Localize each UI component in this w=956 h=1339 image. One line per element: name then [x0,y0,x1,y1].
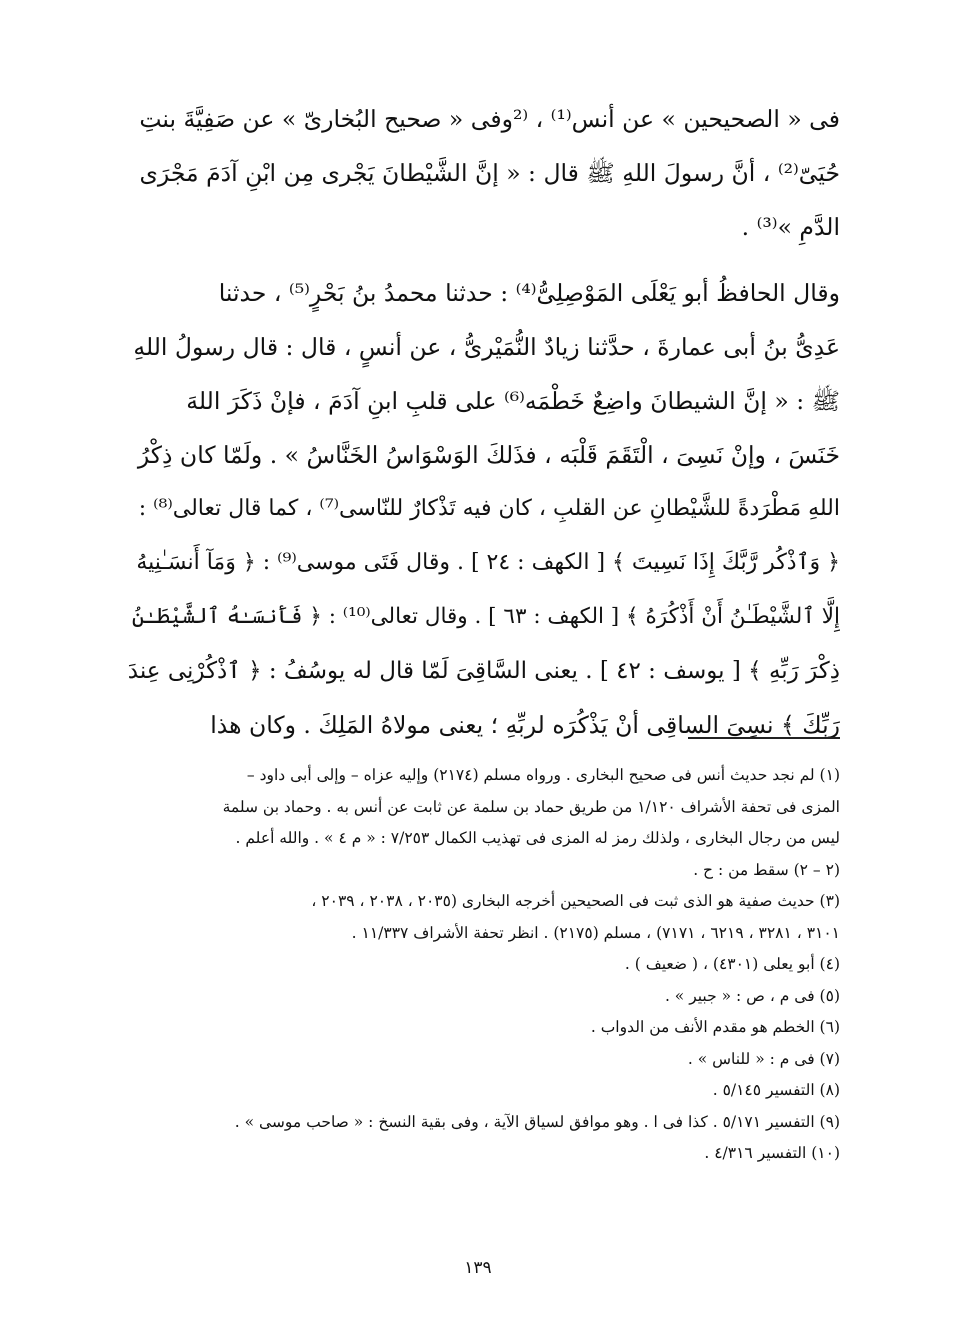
text-line: اللهِ مَطْرَدةً للشَّيْطانِ عن القلبِ ، كان فيه تَذْكارٌ للنّاسى⁽⁷⁾ ، كما قال تعالى⁽⁸⁾ : [138,496,840,521]
text-line: ذِكْرَ رَبِّهِ ﴾ [ يوسف : ٤٢ ] . يعنى السَّاقِىَ لَمّا قال له يوسُفُ : ﴿ ٱذْكُرْنِى عِندَ [128,658,840,684]
text-line: عَدِىُّ بنُ أبى عمارةَ ، حدَّثنا زيادٌ النُّمَيْرىُّ ، عن أنسٍ ، قال : قال رسولُ اللهِ [133,333,840,361]
footnote-line: (٧) فى م : « للناس » . [687,1049,840,1068]
footnote-line: (٨) التفسير ٥/١٤٥ . [712,1081,840,1099]
footnote-separator [688,737,840,739]
footnote-line: (٢ – ٢) سقط من : ح . [693,860,840,879]
text-line: خَنَسَ ، وإنْ نَسِىَ ، الْتَقَمَ قَلْبَه ، فذَلكَ الوَسْوَاسُ الخَنَّاسُ » . ولَمّا كان ذِكْرُ [137,441,840,469]
text-line: حُيَىّ⁽²⁾ ، أنَّ رسولَ اللهِ ﷺ قال : « إنَّ الشَّيْطانَ يَجْرى مِن ابْنِ آدَمَ مَجْرَى [139,159,840,187]
text-line: الدَّمِ »⁽³⁾ . [741,213,840,241]
footnotes [128,760,840,1170]
text-line: إِلَّا ٱلشَّيْطَـٰنُ أَنْ أَذْكُرَهُ ﴾ [ الكهف : ٦٣ ] . وقال تعالى⁽¹⁰⁾ : ﴿ فَأَنسَـٰهُ ٱلشَّيْطَـٰنُ [131,604,840,629]
paragraph-1 [128,92,840,254]
text-line: ﷺ : « إنَّ الشيطانَ واضِعٌ خَطْمَه⁽⁶⁾ على قلبِ ابنِ آدَمَ ، فإنْ ذَكَرَ اللهَ [186,387,840,415]
footnote-line: (١٠) التفسير ٤/٣١٦ . [704,1144,840,1162]
text-line: فى « الصحيحين » عن أنس⁽¹⁾ ، ⁽²وفى « صحيح البُخارىّ » عن صَفِيَّةَ بنتِ [139,105,840,133]
footnote-line: المزى فى تحفة الأشراف ١/١٢٠ من طريق حماد بن سلمة عن ثابت عن أنس به . وحماد بن سلمة [222,797,840,816]
footnote-line: ٣١٠١ ، ٣٢٨١ ، ٦٢١٩ ، ٧١٧١) ، مسلم (٢١٧٥) . انظر تحفة الأشراف ١١/٣٣٧ . [351,923,840,942]
footnote-line: (١) لم نجد حديث أنس فى صحيح البخارى . ورواه مسلم (٢١٧٤) وإليه عزاه – وإلى أبى داود – [246,766,840,784]
footnote-line: (٤) أبو يعلى (٤٣٠١) ، ( ضعيف ) . [624,955,840,973]
paragraph-gap [128,254,840,266]
text-line: وقال الحافظُ أبو يَعْلَى المَوْصِلِىُّ⁽⁴⁾ : حدثنا محمدُ بنُ بَحْرٍ⁽⁵⁾ ، حدثنا [218,279,840,307]
text-line: ﴿ وَٱذْكُر رَّبَّكَ إِذَا نَسِيتَ ﴾ [ الكهف : ٢٤ ] . وقال فَتَى موسى⁽⁹⁾ : ﴿ وَمَآ أَنسَـٰنِيهُ [136,550,840,575]
footnote-line: (٣) حديث صفية هو الذى ثبت فى الصحيحين أخرجه البخارى (٢٠٣٥ ، ٢٠٣٨ ، ٢٠٣٩ ، [311,892,840,910]
main-text [128,92,840,752]
footnote-line: (٩) التفسير ٥/١٧١ . كذا فى ا . وهو موافق لسياق الآية ، وفى بقية النسخ : « صاحب موسى » . [234,1112,840,1131]
footnote-line: ليس من رجال البخارى ، ولذلك رمز له المزى فى تهذيب الكمال ٧/٢٥٣ : « م ٤ » . والله أعلم . [235,829,840,847]
paragraph-2 [128,266,840,752]
page-number: ١٣٩ [464,1258,492,1278]
footnote-line: (٥) فى م ، ص : « جبير » . [664,986,840,1005]
text-line: رَبِّكَ ﴾ نسِىَ الساقِى أنْ يَذْكُرَه لربِّهِ ؛ يعنى مولاهُ المَلِكَ . وكان هذا [210,711,840,739]
footnote-line: (٦) الخطم هو مقدم الأنف من الدواب . [590,1018,840,1036]
